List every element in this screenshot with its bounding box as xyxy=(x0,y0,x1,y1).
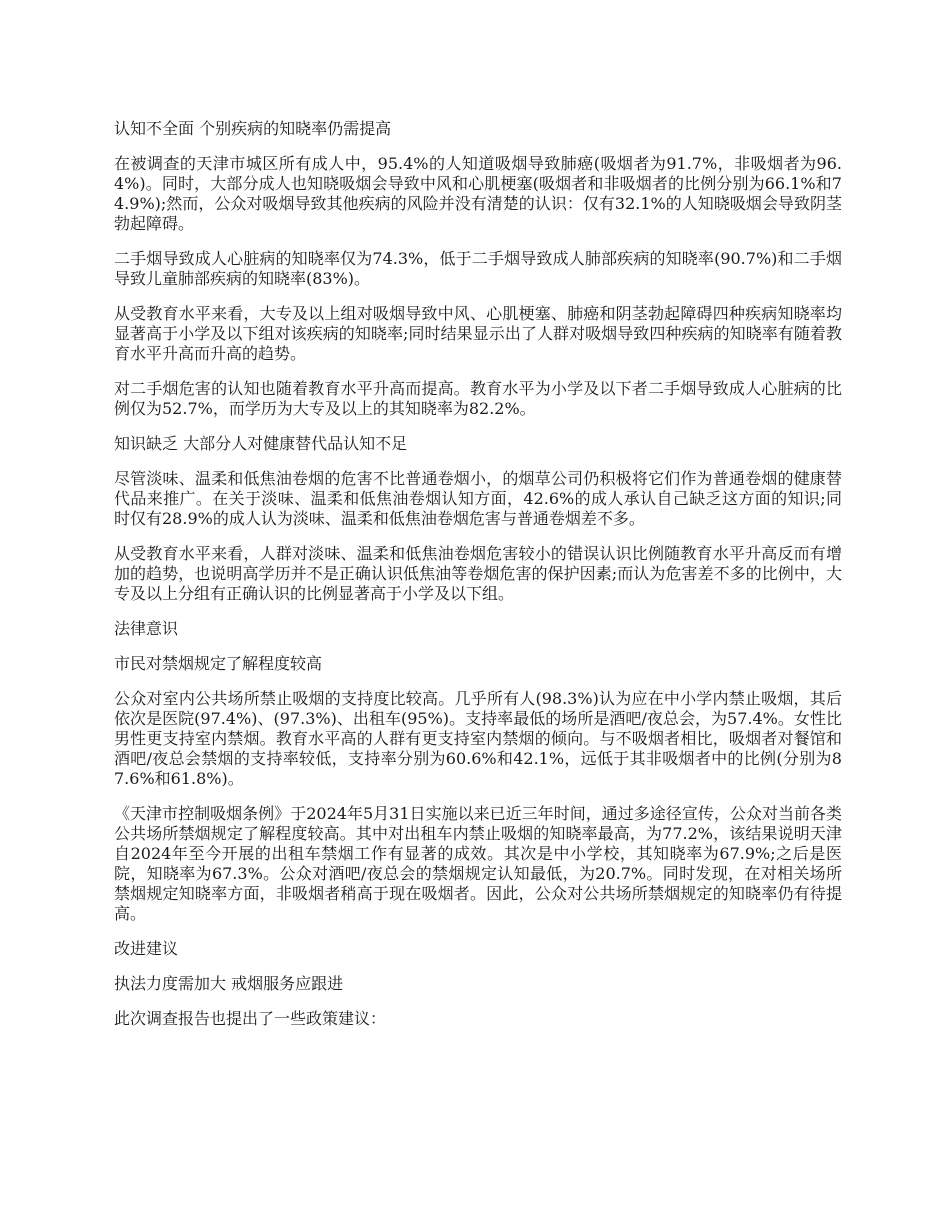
subheading-enforcement: 执法力度需加大 戒烟服务应跟进 xyxy=(114,974,344,993)
document-body xyxy=(114,119,842,1044)
section-heading-recommendations: 改进建议 xyxy=(114,939,179,958)
paragraph-tianjin-regulation: 《天津市控制吸烟条例》于2024年5月31日实施以来已近三年时间，通过多途径宣传，公众对当前各类公共场所禁烟规定了解程度较高。其中对出租车内禁止吸烟的知晓率最高，为77.2%，该结果说明天津自2024年至今开展的出租车禁烟工作有显著的成效。其次是中小学校，其知晓率为67.9%;之后是医院，知晓率为67.3%。公众对酒吧/夜总会的禁烟规定认知最低，为20.7%。同时发现，在对相关场所禁烟规定知晓率方面，非吸烟者稍高于现在吸烟者。因此，公众对公共场所禁烟规定的知晓率仍有待提高。 xyxy=(114,804,842,923)
paragraph-light-cigarettes: 尽管淡味、温柔和低焦油卷烟的危害不比普通卷烟小，的烟草公司仍积极将它们作为普通卷烟的健康替代品来推广。在关于淡味、温柔和低焦油卷烟认知方面，42.6%的成人承认自己缺乏这方面的知识;同时仅有28.9%的成人认为淡味、温柔和低焦油卷烟危害与普通卷烟差不多。 xyxy=(114,469,842,528)
paragraph-education-light-cigarettes: 从受教育水平来看，人群对淡味、温柔和低焦油卷烟危害较小的错误认识比例随教育水平升高反而有增加的趋势，也说明高学历并不是正确认识低焦油等卷烟危害的保护因素;而认为危害差不多的比例中，大专及以上分组有正确认识的比例显著高于小学及以下组。 xyxy=(114,544,842,603)
section-heading-knowledge-gap: 知识缺乏 大部分人对健康替代品认知不足 xyxy=(114,434,408,453)
paragraph-lung-cancer-awareness: 在被调查的天津市城区所有成人中，95.4%的人知道吸烟导致肺癌(吸烟者为91.7%，非吸烟者为96.4%)。同时，大部分成人也知晓吸烟会导致中风和心肌梗塞(吸烟者和非吸烟者的比例分别为66.1%和74.9%);然而，公众对吸烟导致其他疾病的风险并没有清楚的认识：仅有32.1%的人知晓吸烟会导致阴茎勃起障碍。 xyxy=(114,154,842,233)
paragraph-policy-intro: 此次调查报告也提出了一些政策建议： xyxy=(114,1009,387,1028)
paragraph-education-disease: 从受教育水平来看，大专及以上组对吸烟导致中风、心肌梗塞、肺癌和阴茎勃起障碍四种疾病知晓率均显著高于小学及以下组对该疾病的知晓率;同时结果显示出了人群对吸烟导致四种疾病的知晓率有随着教育水平升高而升高的趋势。 xyxy=(114,304,842,363)
paragraph-education-secondhand: 对二手烟危害的认知也随着教育水平升高而提高。教育水平为小学及以下者二手烟导致成人心脏病的比例仅为52.7%，而学历为大专及以上的其知晓率为82.2%。 xyxy=(114,379,842,418)
paragraph-secondhand-smoke-heart: 二手烟导致成人心脏病的知晓率仅为74.3%，低于二手烟导致成人肺部疾病的知晓率(90.7%)和二手烟导致儿童肺部疾病的知晓率(83%)。 xyxy=(114,249,842,288)
section-heading-awareness: 认知不全面 个别疾病的知晓率仍需提高 xyxy=(114,119,392,138)
subheading-regulation-awareness: 市民对禁烟规定了解程度较高 xyxy=(114,654,323,673)
paragraph-indoor-ban-support: 公众对室内公共场所禁止吸烟的支持度比较高。几乎所有人(98.3%)认为应在中小学内禁止吸烟，其后依次是医院(97.4%)、(97.3%)、出租车(95%)。支持率最低的场所是酒吧/夜总会，为57.4%。女性比男性更支持室内禁烟。教育水平高的人群有更支持室内禁烟的倾向。与不吸烟者相比，吸烟者对餐馆和酒吧/夜总会禁烟的支持率较低，支持率分别为60.6%和42.1%，远低于其非吸烟者中的比例(分别为87.6%和61.8%)。 xyxy=(114,689,842,788)
section-heading-legal: 法律意识 xyxy=(114,619,179,638)
